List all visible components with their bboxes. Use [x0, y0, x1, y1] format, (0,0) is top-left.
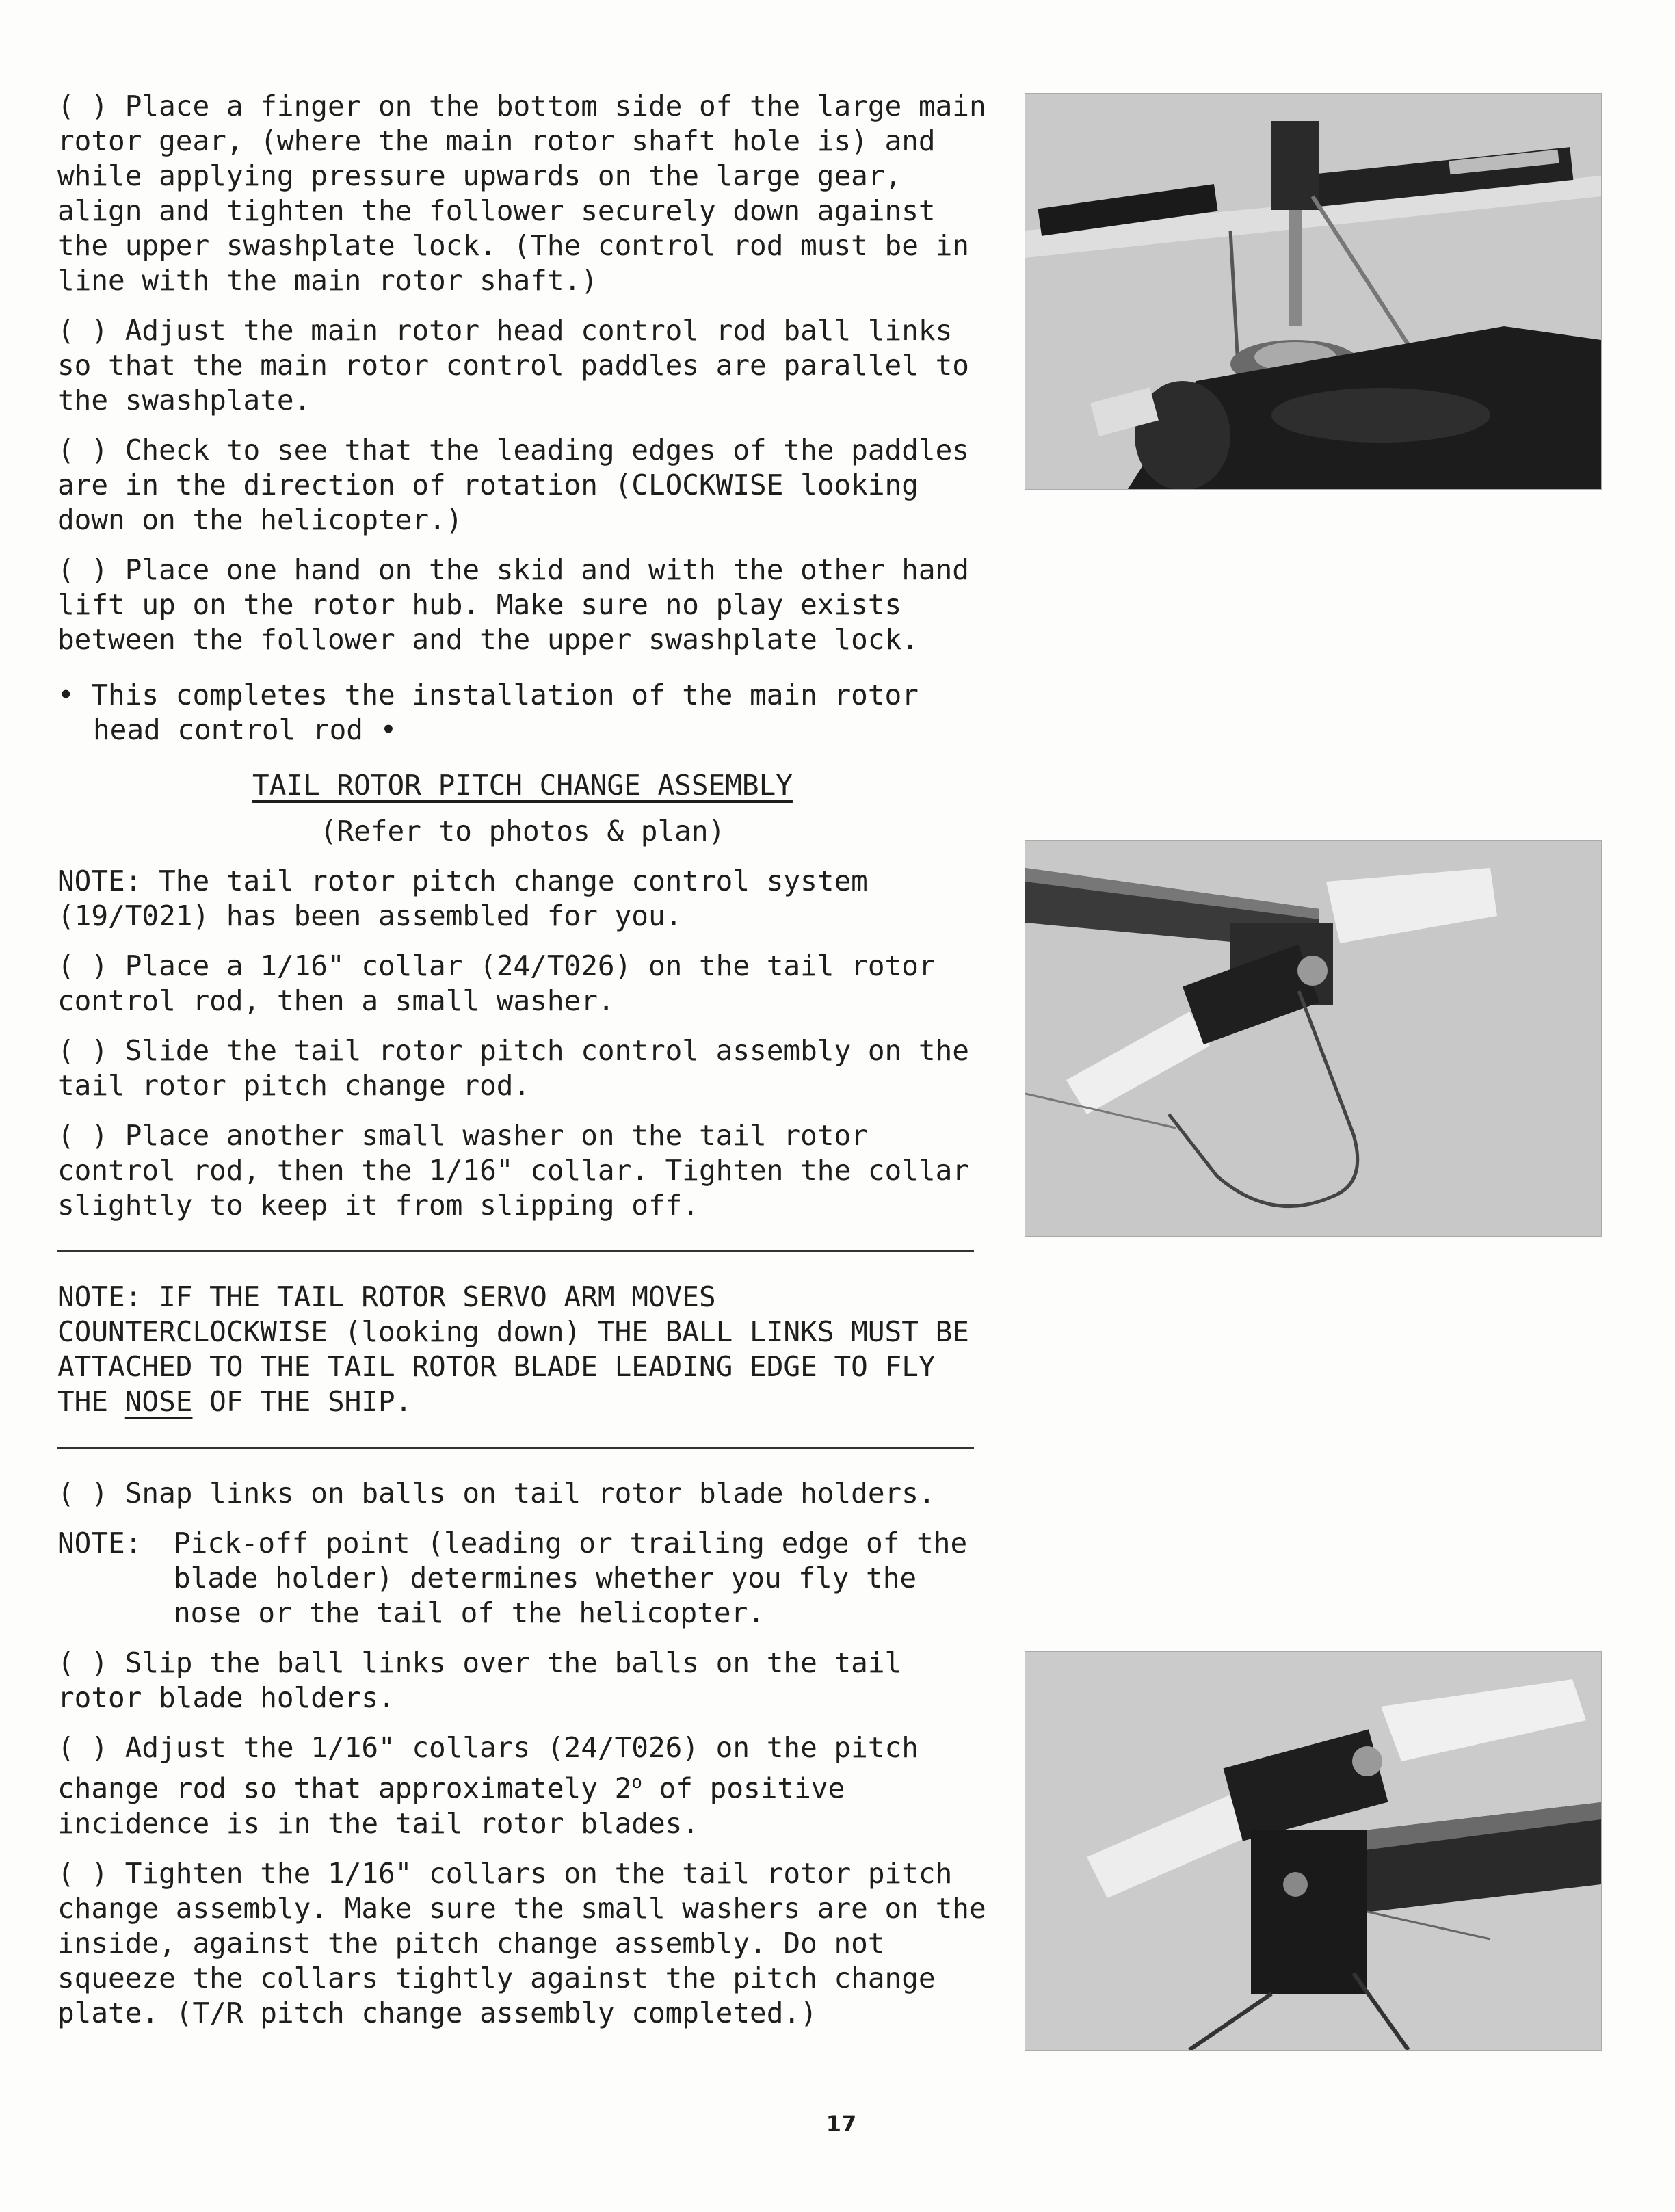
tail-rotor-illustration [1025, 841, 1601, 1236]
step-paragraph: ( ) Place another small washer on the tail rotor control rod, then the 1/16" collar. Tighten the collar slightly to keep it from slipping off. [57, 1119, 969, 1222]
caution-text-end: OF THE SHIP. [192, 1385, 412, 1418]
step-paragraph: ( ) Slip the ball links over the balls on the tail rotor blade holders. [57, 1646, 902, 1714]
adjust-text-end: of positive incidence is in the tail rotor blades. [57, 1772, 845, 1840]
page-number: 17 [826, 2111, 857, 2137]
caution-emphasis: NOSE [124, 1385, 193, 1418]
photo-tail-rotor-pitch-assembly [1025, 840, 1602, 1237]
step-paragraph: ( ) Adjust the main rotor head control rod ball links so that the main rotor control paddles are parallel to the swashplate. [57, 314, 969, 417]
step-paragraph: ( ) Slide the tail rotor pitch control assembly on the tail rotor pitch change rod. [57, 1034, 969, 1102]
section-heading [57, 768, 988, 803]
step-paragraph: ( ) Check to see that the leading edges of the paddles are in the direction of rotation (CLOCKWISE looking down on the helicopter.) [57, 434, 969, 536]
completion-bullet: • This completes the installation of the main rotor head control rod • [57, 679, 919, 746]
step-paragraph [57, 1730, 988, 1841]
instruction-text-column [57, 89, 988, 2031]
step-paragraph: ( ) Place a 1/16" collar (24/T026) on the tail rotor control rod, then a small washer. [57, 949, 936, 1017]
caution-note [57, 1280, 988, 1419]
pickoff-note [57, 1526, 988, 1631]
tail-rotor-detail-illustration [1025, 1652, 1601, 2050]
main-rotor-head-illustration [1025, 94, 1601, 489]
step-paragraph: ( ) Place one hand on the skid and with the other hand lift up on the rotor hub. Make sure no play exists between the follower and the upper swashplate lock. [57, 553, 969, 656]
caution-text: NOTE: IF THE TAIL ROTOR SERVO ARM MOVES COUNTERCLOCKWISE (looking down) THE BALL LINKS MUST BE ATTACHED TO THE TAIL ROTOR BLADE LEADING EDGE TO FLY THE [57, 1280, 969, 1418]
note-paragraph: NOTE: The tail rotor pitch change control system (19/T021) has been assembled for you. [57, 865, 868, 932]
adjust-text: ( ) Adjust the 1/16" collars (24/T026) on the pitch change rod so that approximately 2 [57, 1731, 919, 1805]
photo-tail-rotor-completed [1025, 1651, 1602, 2051]
step-paragraph: ( ) Place a finger on the bottom side of the large main rotor gear, (where the main rotor shaft hole is) and while applying pressure upwards on the large gear, align and tighten the follower securely down against the upper swashplate lock. (The control rod must be in line with the main rotor shaft.) [57, 90, 986, 297]
note-body: Pick-off point (leading or trailing edge of the blade holder) determines whether you fly the nose or the tail of the helicopter. [174, 1527, 968, 1629]
step-paragraph: ( ) Tighten the 1/16" collars on the tail rotor pitch change assembly. Make sure the small washers are on the inside, against the pitch change assembly. Do not squeeze the collars tightly against the pitch change plate. (T/R pitch change assembly completed.) [57, 1856, 986, 2029]
step-paragraph: ( ) Snap links on balls on tail rotor blade holders. [57, 1477, 936, 1510]
section-subheading: (Refer to photos & plan) [319, 815, 726, 847]
photo-main-rotor-head [1025, 93, 1602, 490]
note-label: NOTE: [57, 1527, 142, 1559]
degree-superscript: o [631, 1772, 642, 1793]
section-heading-text: TAIL ROTOR PITCH CHANGE ASSEMBLY [252, 769, 793, 802]
